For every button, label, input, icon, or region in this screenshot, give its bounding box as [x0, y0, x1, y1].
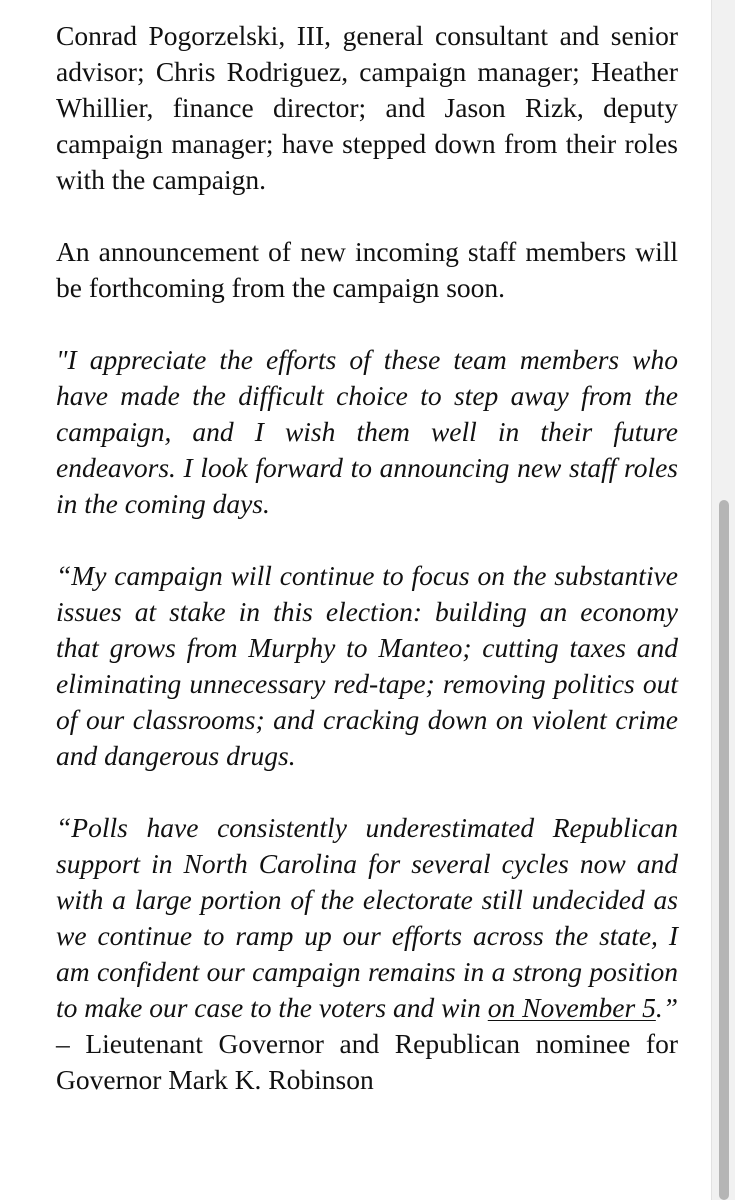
paragraph-staff-departures: Conrad Pogorzelski, III, general consultant and senior advisor; Chris Rodriguez, campaign manager; Heather Whillier, finance director; and Jason Rizk, deputy campaign manager; have stepped down from their roles with the campaign.	[56, 20, 678, 195]
election-date-link[interactable]: on November 5	[487, 992, 656, 1023]
quote-attribution: – Lieutenant Governor and Republican nominee for Governor Mark K. Robinson	[56, 1028, 678, 1095]
quote-polls-closing	[56, 810, 678, 1098]
closing-quote-text: “Polls have consistently underestimated Republican support in North Carolina for several cycles now and with a large portion of the electorate still undecided as we continue to ramp up our efforts across the state, I am confident our campaign remains in a strong position to make our case to the voters and win	[56, 812, 678, 1023]
vertical-scrollbar[interactable]	[711, 0, 735, 1200]
quote-appreciation: "I appreciate the efforts of these team members who have made the difficult choice to step away from the campaign, and I wish them well in their future endeavors. I look forward to announcing new staff roles in the coming days.	[56, 344, 678, 519]
paragraph-new-staff-announcement: An announcement of new incoming staff members will be forthcoming from the campaign soon.	[56, 236, 678, 303]
closing-quote-end: .”	[655, 992, 678, 1023]
scrollbar-thumb[interactable]	[719, 500, 729, 1200]
quote-campaign-focus: “My campaign will continue to focus on the substantive issues at stake in this election: building an economy that grows from Murphy to Manteo; cutting taxes and eliminating unnecessary red-tape; removing politics out of our classrooms; and cracking down on violent crime and dangerous drugs.	[56, 560, 678, 771]
press-release-body	[56, 18, 678, 1134]
